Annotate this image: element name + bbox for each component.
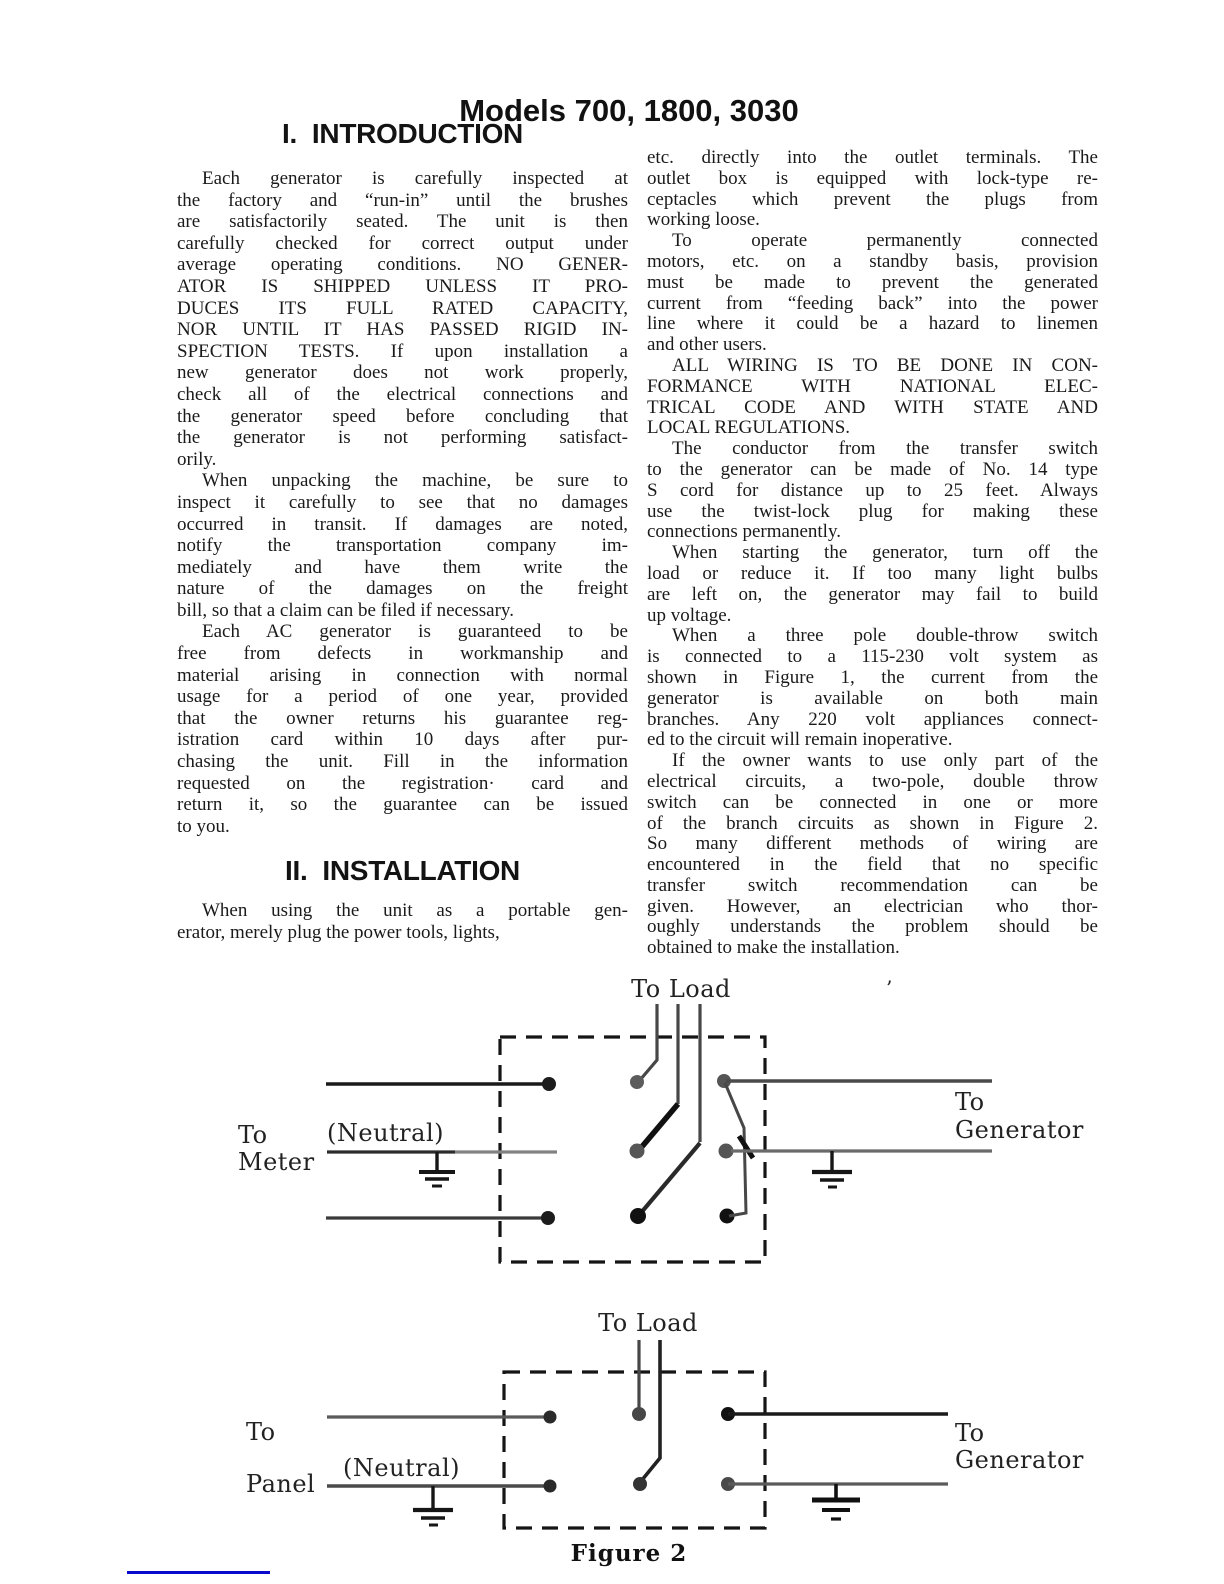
text-line: motors, etc. on a standby basis, provision (647, 250, 1098, 272)
text-line: electrical circuits, a two-pole, double throw (647, 770, 1098, 792)
blue-underline-mark (127, 1571, 270, 1574)
text-line: ALL WIRING IS TO BE DONE IN CON- (672, 354, 1098, 376)
text-line: DUCES ITS FULL RATED CAPACITY, (177, 297, 628, 319)
figure2-ground-right (812, 1484, 860, 1519)
figure1-ground-right (812, 1151, 852, 1187)
section-heading-introduction: I. INTRODUCTION (282, 118, 523, 149)
text-line: of the branch circuits as shown in Figure 2. (647, 812, 1098, 834)
text-line: The conductor from the transfer switch (672, 438, 1098, 460)
text-line: LOCAL REGULATIONS. (647, 417, 851, 439)
text-line: must be made to prevent the generated (647, 271, 1098, 293)
figure2-to-load-label: To Load (598, 1309, 698, 1337)
text-line: up voltage. (647, 604, 732, 626)
text-line: chasing the unit. Fill in the information (177, 751, 628, 773)
text-line: is connected to a 115-230 volt system as (647, 646, 1098, 668)
figure1-to-meter-label-line2: Meter (238, 1148, 315, 1176)
scan-speck: ’ (886, 976, 893, 1000)
text-line: oughly understands the problem should be (647, 916, 1098, 938)
figure1-blade-2 (640, 1104, 678, 1149)
text-line: new generator does not work properly, (177, 362, 628, 384)
text-line: ed to the circuit will remain inoperative. (647, 729, 953, 751)
text-line: shown in Figure 1, the current from the (647, 666, 1098, 688)
figure2-pole-dot (632, 1407, 646, 1421)
text-line: Each generator is carefully inspected at (202, 168, 628, 189)
text-line: average operating conditions. NO GENER- (177, 254, 628, 276)
text-line: are left on, the generator may fail to build (647, 583, 1098, 605)
figure2-contact-dot (544, 1480, 557, 1493)
text-line: to you. (177, 815, 230, 837)
text-line: line where it could be a hazard to linemen (647, 313, 1098, 335)
figure1-contact-dot (541, 1211, 555, 1225)
text-line: that the owner returns his guarantee reg- (177, 707, 628, 729)
text-line: istration card within 10 days after pur- (177, 729, 628, 751)
figure2-to-generator-label-line2: Generator (955, 1446, 1084, 1474)
text-line: mediately and have them write the (177, 556, 628, 578)
figure1-blade-3 (640, 1143, 700, 1214)
text-line: are satisfactorily seated. The unit is then (177, 211, 628, 233)
text-line: obtained to make the installation. (647, 937, 900, 959)
text-line: erator, merely plug the power tools, lights, (177, 922, 500, 943)
figure1-pole-dot (630, 1144, 645, 1159)
text-line: load or reduce it. If too many light bulbs (647, 562, 1098, 584)
figure2-to-panel-label-line2: Panel (246, 1470, 316, 1498)
text-line: orily. (177, 448, 217, 470)
figure1-pole-dot (630, 1208, 646, 1224)
figure1-pole-dot (630, 1075, 644, 1089)
figure2-neutral-label: (Neutral) (343, 1454, 460, 1482)
text-line: requested on the registration· card and (177, 772, 628, 794)
text-line: branches. Any 220 volt appliances connect- (647, 708, 1098, 730)
text-line: the generator speed before concluding that (177, 405, 628, 427)
figure1-to-generator-label-line2: Generator (955, 1116, 1084, 1144)
text-line: free from defects in workmanship and (177, 643, 628, 665)
figure1-to-load-label: To Load (631, 975, 731, 1003)
page-title: Models 700, 1800, 3030 (459, 92, 799, 128)
text-line: To operate permanently connected (672, 230, 1098, 252)
text-line: inspect it carefully to see that no damages (177, 491, 628, 513)
figure2-switch-box (504, 1372, 765, 1528)
text-line: ceptacles which prevent the plugs from (647, 188, 1098, 210)
figure2-contact-dot (544, 1411, 557, 1424)
figure1-to-generator-label-line1: To (955, 1088, 985, 1116)
text-line: bill, so that a claim can be filed if necessary. (177, 599, 514, 621)
text-line: use the twist-lock plug for making these (647, 500, 1098, 522)
figure2-caption: Figure 2 (570, 1540, 688, 1567)
text-line: If the owner wants to use only part of the (672, 750, 1098, 772)
text-line: current from “feeding back” into the power (647, 292, 1098, 314)
text-line: usage for a period of one year, provided (177, 686, 628, 708)
text-line: given. However, an electrician who thor- (647, 895, 1098, 917)
figure1-to-meter-label-line1: To (238, 1121, 268, 1149)
figure2-ground-left (413, 1486, 453, 1525)
text-line: outlet box is equipped with lock-type re- (647, 167, 1098, 189)
figure2-to-panel-label-line1: To (246, 1418, 276, 1446)
text-line: etc. directly into the outlet terminals. The (647, 147, 1098, 168)
text-line: and other users. (647, 334, 767, 356)
figure2-to-generator-label-line1: To (955, 1419, 985, 1447)
text-line: occurred in transit. If damages are noted, (177, 513, 628, 535)
text-line: material arising in connection with normal (177, 664, 628, 686)
text-line: nature of the damages on the freight (177, 578, 628, 600)
text-line: NOR UNTIL IT HAS PASSED RIGID IN- (177, 319, 628, 341)
text-line: return it, so the guarantee can be issued (177, 794, 628, 816)
text-line: carefully checked for correct output under (177, 232, 628, 254)
text-line: switch can be connected in one or more (647, 791, 1098, 813)
text-line: ATOR IS SHIPPED UNLESS IT PRO- (177, 275, 628, 297)
text-line: check all of the electrical connections and (177, 383, 628, 405)
text-line: to the generator can be made of No. 14 type (647, 458, 1098, 480)
figure2-diagram (246, 1309, 1084, 1567)
text-line: the generator is not performing satisfact- (177, 427, 628, 449)
text-line: When starting the generator, turn off the (672, 542, 1098, 564)
text-line: encountered in the field that no specific (647, 854, 1098, 876)
text-line: S cord for distance up to 25 feet. Always (647, 479, 1098, 501)
text-line: notify the transportation company im- (177, 535, 628, 557)
text-line: the factory and “run-in” until the brushes (177, 189, 628, 211)
figure1-ground-left (419, 1152, 455, 1186)
text-line: TRICAL CODE AND WITH STATE AND (647, 396, 1098, 418)
text-line: working loose. (647, 209, 760, 231)
figure1-neutral-label: (Neutral) (327, 1119, 444, 1147)
figure1-diagram (238, 975, 1084, 1262)
text-line: Each AC generator is guaranteed to be (202, 621, 628, 643)
text-line: generator is available on both main (647, 687, 1098, 709)
figure1-load-wire-1 (640, 1004, 657, 1080)
text-line: SPECTION TESTS. If upon installation a (177, 340, 628, 362)
figure2-pole-dot (633, 1477, 647, 1491)
text-line: When unpacking the machine, be sure to (202, 470, 628, 492)
text-line: connections permanently. (647, 521, 841, 543)
text-line: transfer switch recommendation can be (647, 874, 1098, 896)
text-line: When using the unit as a portable gen- (202, 900, 628, 922)
text-line: FORMANCE WITH NATIONAL ELEC- (647, 375, 1098, 397)
text-line: When a three pole double-throw switch (672, 625, 1098, 647)
figure1-contact-dot (542, 1077, 556, 1091)
text-line: So many different methods of wiring are (647, 833, 1098, 855)
section-heading-installation: II. INSTALLATION (285, 855, 520, 887)
